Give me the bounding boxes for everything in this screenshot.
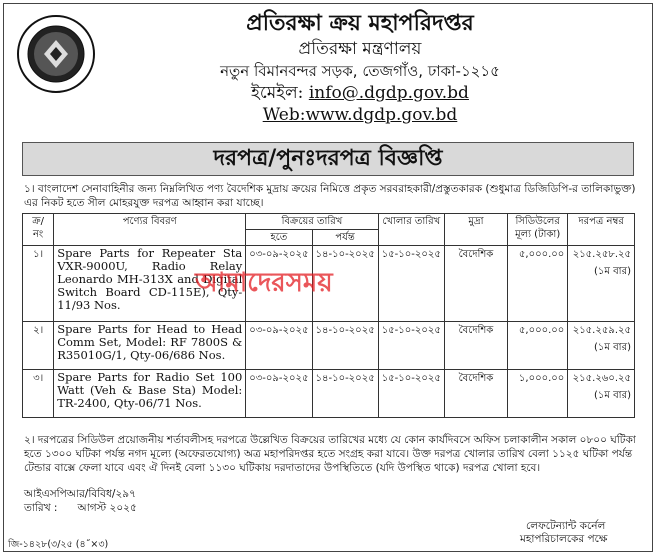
row-tender-no <box>568 370 635 418</box>
col-header-open-date: খোলার তারিখ <box>378 214 444 246</box>
col-header-from: হতে <box>246 230 312 246</box>
tender-number: ২১৫.২৫৯.২৫ <box>572 325 631 336</box>
watermark-logo: আমাদেরসময় <box>195 268 333 298</box>
row-sale-to: ১৪-১০-২০২৫ <box>312 370 378 418</box>
table-row <box>23 322 635 370</box>
row-sl: ১। <box>23 246 54 322</box>
intro-paragraph: ১। বাংলাদেশ সেনাবাহিনীর জন্য নিম্নলিখিত পণ্য বৈদেশিক মুদ্রায় ক্রয়ের নিমিত্তে প্রকৃত সরবরাহকারী/প্রস্তুতকারক (শুধুমাত্র ডিজিডিপি-র তালিকাভুক্ত) এর নিকট হতে সীল মোহরযুক্ত দরপত্র আহ্বান করা যাচ্ছে। <box>24 183 636 209</box>
row-description: Spare Parts for Head to Head Comm Set, Model: RF 7800S & R35010G/1, Qty-06/686 Nos. <box>54 322 246 370</box>
date-label: তারিখ : <box>24 502 58 514</box>
row-sale-from: ০৩-০৯-২০২৫ <box>246 322 312 370</box>
row-description: Spare Parts for Radio Set 100 Watt (Veh & Base Sta) Model: TR-2400, Qty-06/71 Nos. <box>54 370 246 418</box>
row-open-date: ১৫-১০-২০২৫ <box>378 246 444 322</box>
tender-number: ২১৫.২৫৮.২৫ <box>572 249 631 260</box>
col-header-item: পণ্যের বিবরণ <box>54 214 246 246</box>
row-currency: বৈদেশিক <box>444 246 507 322</box>
email-link[interactable]: info@.dgdp.gov.bd <box>308 83 469 103</box>
row-tender-no <box>568 246 635 322</box>
row-sale-to: ১৪-১০-২০২৫ <box>312 322 378 370</box>
row-currency: বৈদেশিক <box>444 322 507 370</box>
date-line <box>24 501 137 518</box>
footer-code: জি-১৪২৮(৩/২৫ (৪˝×৩) <box>8 539 109 550</box>
col-header-price: সিডিউলের মূল্য (টাকা) <box>508 214 568 246</box>
col-header-sale-date: বিক্রয়ের তারিখ <box>246 214 378 230</box>
date-value: আগস্ট ২০২৫ <box>77 502 137 514</box>
letterhead <box>160 10 560 126</box>
email-label: ইমেইল: <box>251 83 309 103</box>
row-tender-no <box>568 322 635 370</box>
row-price: ৫,০০০.০০ <box>508 246 568 322</box>
col-header-tender-no: দরপত্র নম্বর <box>568 214 635 246</box>
tender-times: (১ম বার) <box>594 390 631 401</box>
notice-title: দরপত্র/পুনঃদরপত্র বিজ্ঞপ্তি <box>22 142 634 176</box>
col-header-currency: মুদ্রা <box>444 214 507 246</box>
tender-times: (১ম বার) <box>594 342 631 353</box>
tender-times: (১ম বার) <box>594 266 631 277</box>
row-sl: ২। <box>23 322 54 370</box>
row-sale-from: ০৩-০৯-২০২৫ <box>246 370 312 418</box>
col-header-sl: ক্র/ নং <box>23 214 54 246</box>
row-open-date: ১৫-১০-২০২৫ <box>378 322 444 370</box>
row-price: ৫,০০০.০০ <box>508 322 568 370</box>
address: নতুন বিমানবন্দর সড়ক, তেজগাঁও, ঢাকা-১২১৫ <box>220 62 500 80</box>
row-sale-from: ০৩-০৯-২০২৫ <box>246 246 312 322</box>
row-currency: বৈদেশিক <box>444 370 507 418</box>
col-header-to: পর্যন্ত <box>312 230 378 246</box>
email-line <box>160 82 560 104</box>
org-name: প্রতিরক্ষা ক্রয় মহাপরিদপ্তর <box>246 11 474 36</box>
table-header-row <box>23 214 635 230</box>
table-row <box>23 370 635 418</box>
dgdp-emblem-icon <box>16 14 96 94</box>
row-open-date: ১৫-১০-২০২৫ <box>378 370 444 418</box>
row-description: Spare Parts for Repeater Sta VXR-9000U, Radio Relay Leonardo MH-313X and Digital Switch Board CD-115E), Qty-11/93 Nos. <box>54 246 246 322</box>
tender-number: ২১৫.২৬০.২৫ <box>572 373 631 384</box>
terms-paragraph: ২। দরপত্রের সিডিউল প্রয়োজনীয় শর্তাবলীসহ দরপত্রে উল্লেখিত বিক্রয়ের তারিখের মধ্যে যে কোন কার্যদিবসে অফিস চলাকালীন সকাল ০৮০০ ঘটিকা হতে ১৩০০ ঘটিকা পর্যন্ত নগদ মূল্যে (অফেরতযোগ্য) অত্র মহাপরিদপ্তর হতে সংগ্রহ করা যাবে। উক্ত দরপত্র খোলার তারিখ বেলা ১১২৫ ঘটিকা পর্যন্ত টেন্ডার বাক্সে ফেলা যাবে এবং ঐ দিনই বেলা ১১৩০ ঘটিকায় দরদাতাদের উপস্থিতিতে (যদি উপস্থিত থাকে) দরপত্র খোলা হবে। <box>24 434 636 474</box>
tender-table <box>22 213 635 418</box>
table-row <box>23 246 635 322</box>
signatory-behalf: মহাপরিচালকের পক্ষে <box>520 533 608 545</box>
reference-number: আইএসপিআর/বিবিধ/২৯৭ <box>24 488 136 500</box>
ministry-name: প্রতিরক্ষা মন্ত্রণালয় <box>298 39 422 59</box>
row-sale-to: ১৪-১০-২০২৫ <box>312 246 378 322</box>
web-link[interactable]: Web:www.dgdp.gov.bd <box>262 105 458 125</box>
row-price: ১,০০০.০০ <box>508 370 568 418</box>
signatory-rank: লেফটেন্যান্ট কর্নেল <box>526 520 606 532</box>
row-sl: ৩। <box>23 370 54 418</box>
